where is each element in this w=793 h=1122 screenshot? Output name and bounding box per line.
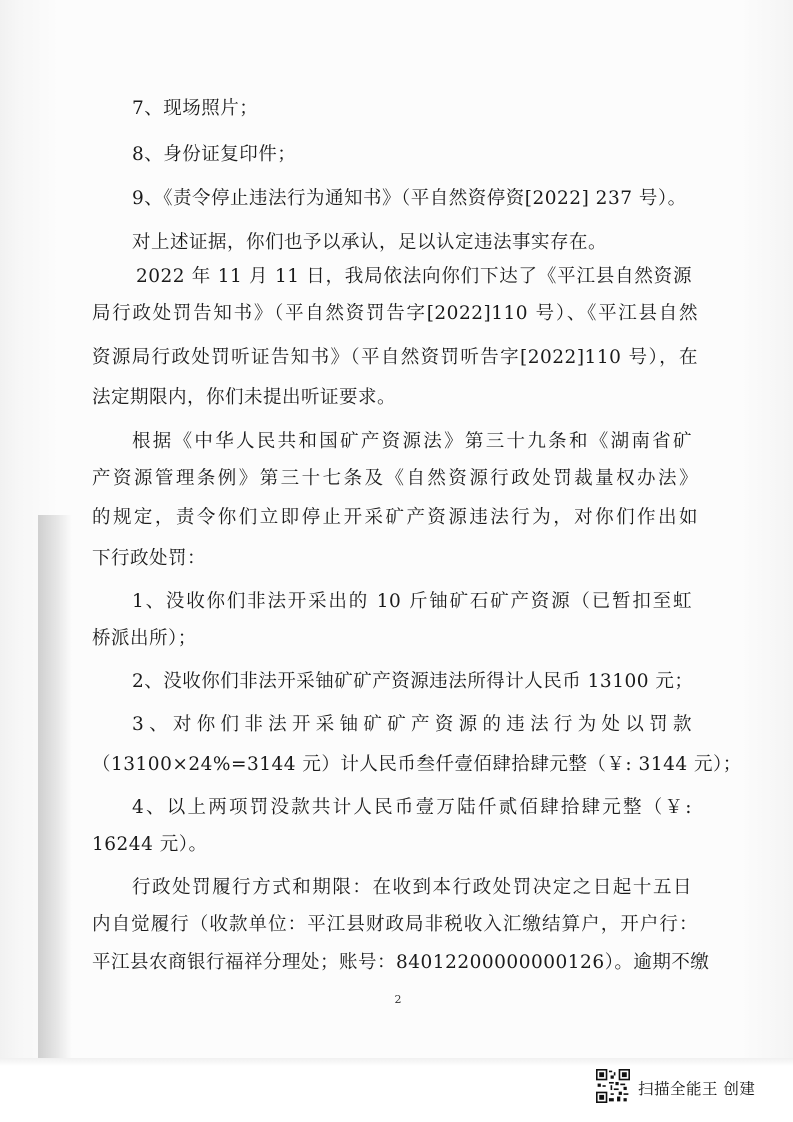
doc-line-2: 8、身份证复印件； xyxy=(132,144,297,165)
doc-line-21: 内自觉履行（收款单位：平江县财政局非税收入汇缴结算户，开户行： xyxy=(92,914,698,935)
doc-line-5: 2022 年 11 月 11 日，我局依法向你们下达了《平江县自然资源 xyxy=(136,266,692,287)
doc-line-1: 7、现场照片； xyxy=(132,98,259,119)
doc-line-14: 桥派出所）； xyxy=(92,628,197,649)
doc-line-3: 9、《责令停止违法行为通知书》（平自然资停资[2022] 237 号）。 xyxy=(132,188,687,209)
doc-line-9: 根据《中华人民共和国矿产资源法》第三十九条和《湖南省矿 xyxy=(132,431,692,452)
doc-line-16: 3、对你们非法开采铀矿矿产资源的违法行为处以罚款 xyxy=(132,714,692,735)
doc-line-18: 4、以上两项罚没款共计人民币壹万陆仟贰佰肆拾肆元整（￥: xyxy=(132,797,692,818)
doc-line-22: 平江县农商银行福祥分理处；账号：84012200000000126）。逾期不缴 xyxy=(92,952,710,973)
doc-line-10: 产资源管理条例》第三十七条及《自然资源行政处罚裁量权办法》 xyxy=(92,468,698,489)
scan-shadow xyxy=(38,515,72,1065)
page-number: 2 xyxy=(394,993,402,1006)
qr-code-icon xyxy=(596,1069,630,1103)
doc-line-20: 行政处罚履行方式和期限：在收到本行政处罚决定之日起十五日 xyxy=(132,877,692,898)
doc-line-6: 局行政处罚告知书》（平自然资罚告字[2022]110 号）、《平江县自然 xyxy=(92,303,698,324)
doc-line-19: 16244 元）。 xyxy=(92,834,208,855)
doc-line-12: 下行政处罚： xyxy=(92,548,207,569)
doc-line-13: 1、没收你们非法开采出的 10 斤铀矿石矿产资源（已暂扣至虹 xyxy=(132,591,692,612)
doc-line-15: 2、没收你们非法开采铀矿矿产资源违法所得计人民币 13100 元； xyxy=(132,671,694,692)
doc-line-7: 资源局行政处罚听证告知书》（平自然资罚听告字[2022]110 号），在 xyxy=(92,347,698,368)
page-edge xyxy=(0,1058,793,1066)
doc-line-17: （13100×24%=3144 元）计人民币叁仟壹佰肆拾肆元整（￥: 3144 元）； xyxy=(92,754,742,775)
doc-line-4: 对上述证据，你们也予以承认，足以认定违法事实存在。 xyxy=(132,232,608,253)
watermark-text: 扫描全能王 创建 xyxy=(638,1080,756,1098)
doc-line-11: 的规定，责令你们立即停止开采矿产资源违法行为，对你们作出如 xyxy=(92,507,698,528)
scanner-watermark xyxy=(596,1069,776,1107)
doc-line-8: 法定期限内，你们未提出听证要求。 xyxy=(92,387,397,408)
